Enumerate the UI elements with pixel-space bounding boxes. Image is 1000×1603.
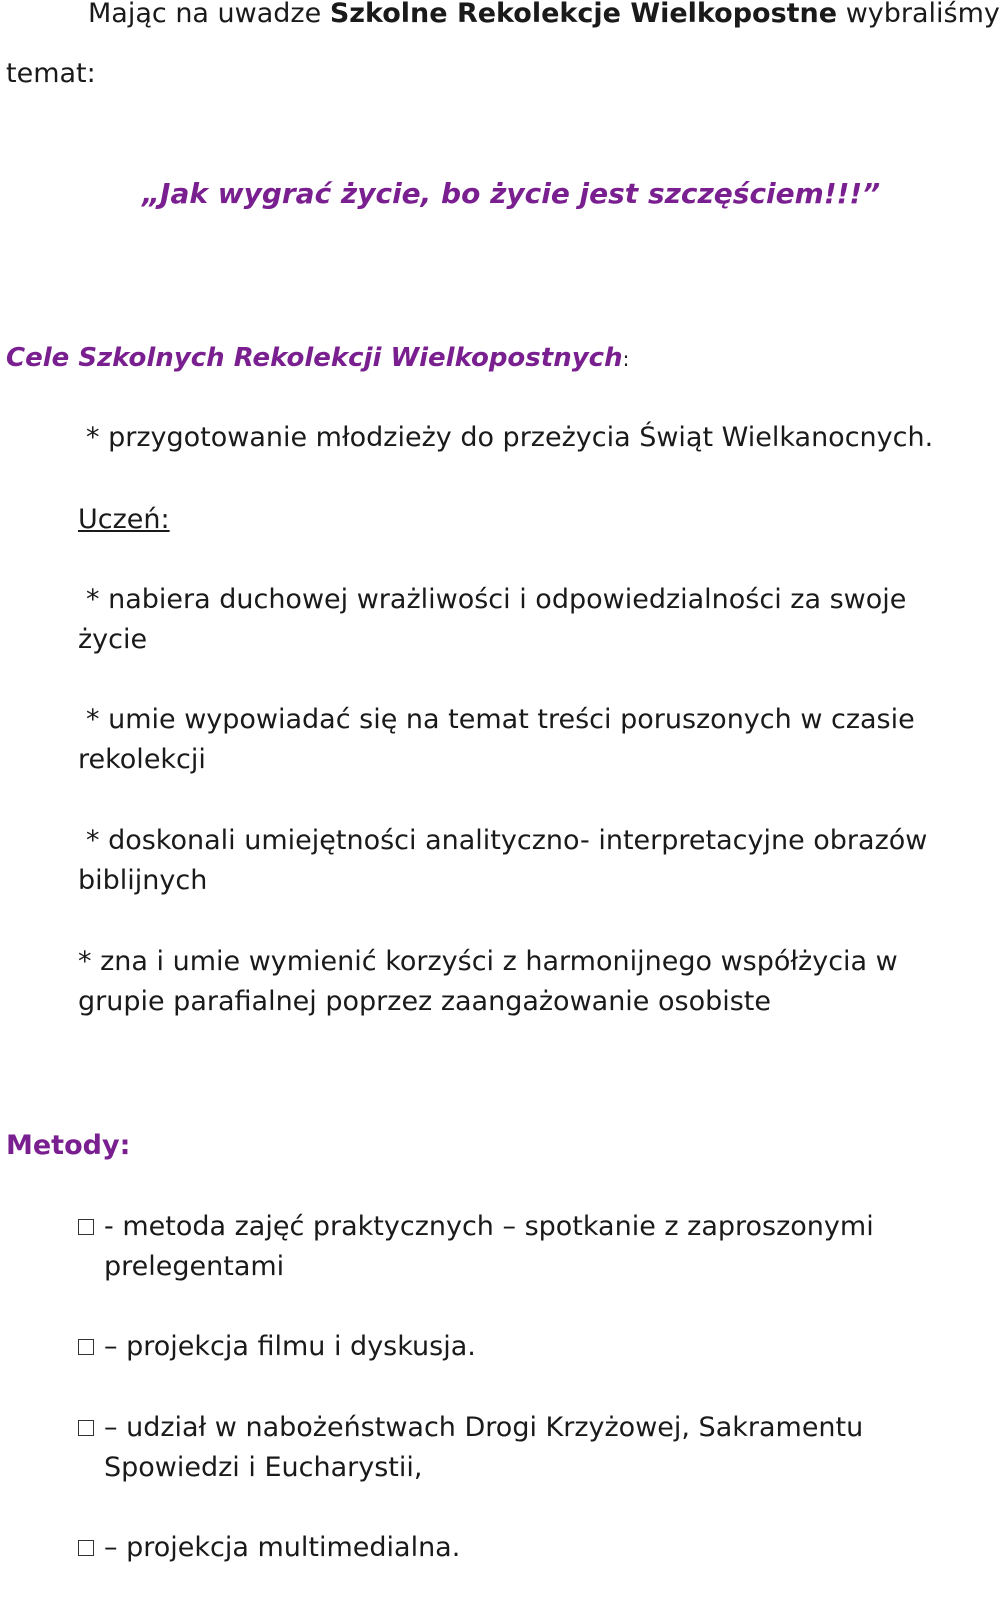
method-text: - metoda zajęć praktycznych – spotkanie z zaproszonymi prelegentami [104, 1211, 874, 1282]
checkbox-square-icon [78, 1420, 94, 1436]
intro-prefix: Mając na uwadze [88, 0, 322, 29]
method-text: – udział w nabożeństwach Drogi Krzyżowej, Sakramentu Spowiedzi i Eucharystii, [104, 1412, 864, 1483]
method-text: – projekcja multimedialna. [104, 1532, 461, 1563]
methods-heading: Metody: [6, 1130, 131, 1161]
goal-item: * przygotowanie młodzieży do przeżycia Świąt Wielkanocnych. [86, 422, 934, 453]
student-item: * doskonali umiejętności analityczno- interpretacyjne obrazów biblijnych [78, 825, 928, 896]
checkbox-square-icon [78, 1339, 94, 1355]
intro-line-2: temat: [6, 58, 96, 89]
method-item [78, 1327, 938, 1367]
intro-line [88, 0, 1000, 34]
student-item: * zna i umie wymienić korzyści z harmonijnego współżycia w grupie parafialnej poprzez zaangażowanie osobiste [78, 946, 898, 1017]
student-item: * umie wypowiadać się na temat treści poruszonych w czasie rekolekcji [78, 704, 915, 775]
intro-suffix: wybraliśmy [845, 0, 1000, 29]
method-item [78, 1207, 938, 1287]
student-item: * nabiera duchowej wrażliwości i odpowiedzialności za swoje życie [78, 584, 907, 655]
method-item [78, 1528, 938, 1568]
method-item [78, 1408, 938, 1488]
checkbox-square-icon [78, 1219, 94, 1235]
goals-heading-text: Cele Szkolnych Rekolekcji Wielkopostnych [6, 343, 623, 373]
theme-quote: „Jak wygrać życie, bo życie jest szczęściem!!!” [142, 177, 881, 210]
intro-highlight: Szkolne Rekolekcje Wielkopostne [329, 0, 838, 29]
checkbox-square-icon [78, 1540, 94, 1556]
student-label: Uczeń: [78, 504, 170, 535]
goals-heading [6, 338, 629, 379]
method-text: – projekcja filmu i dyskusja. [104, 1331, 476, 1362]
goals-heading-colon: : [622, 347, 630, 371]
